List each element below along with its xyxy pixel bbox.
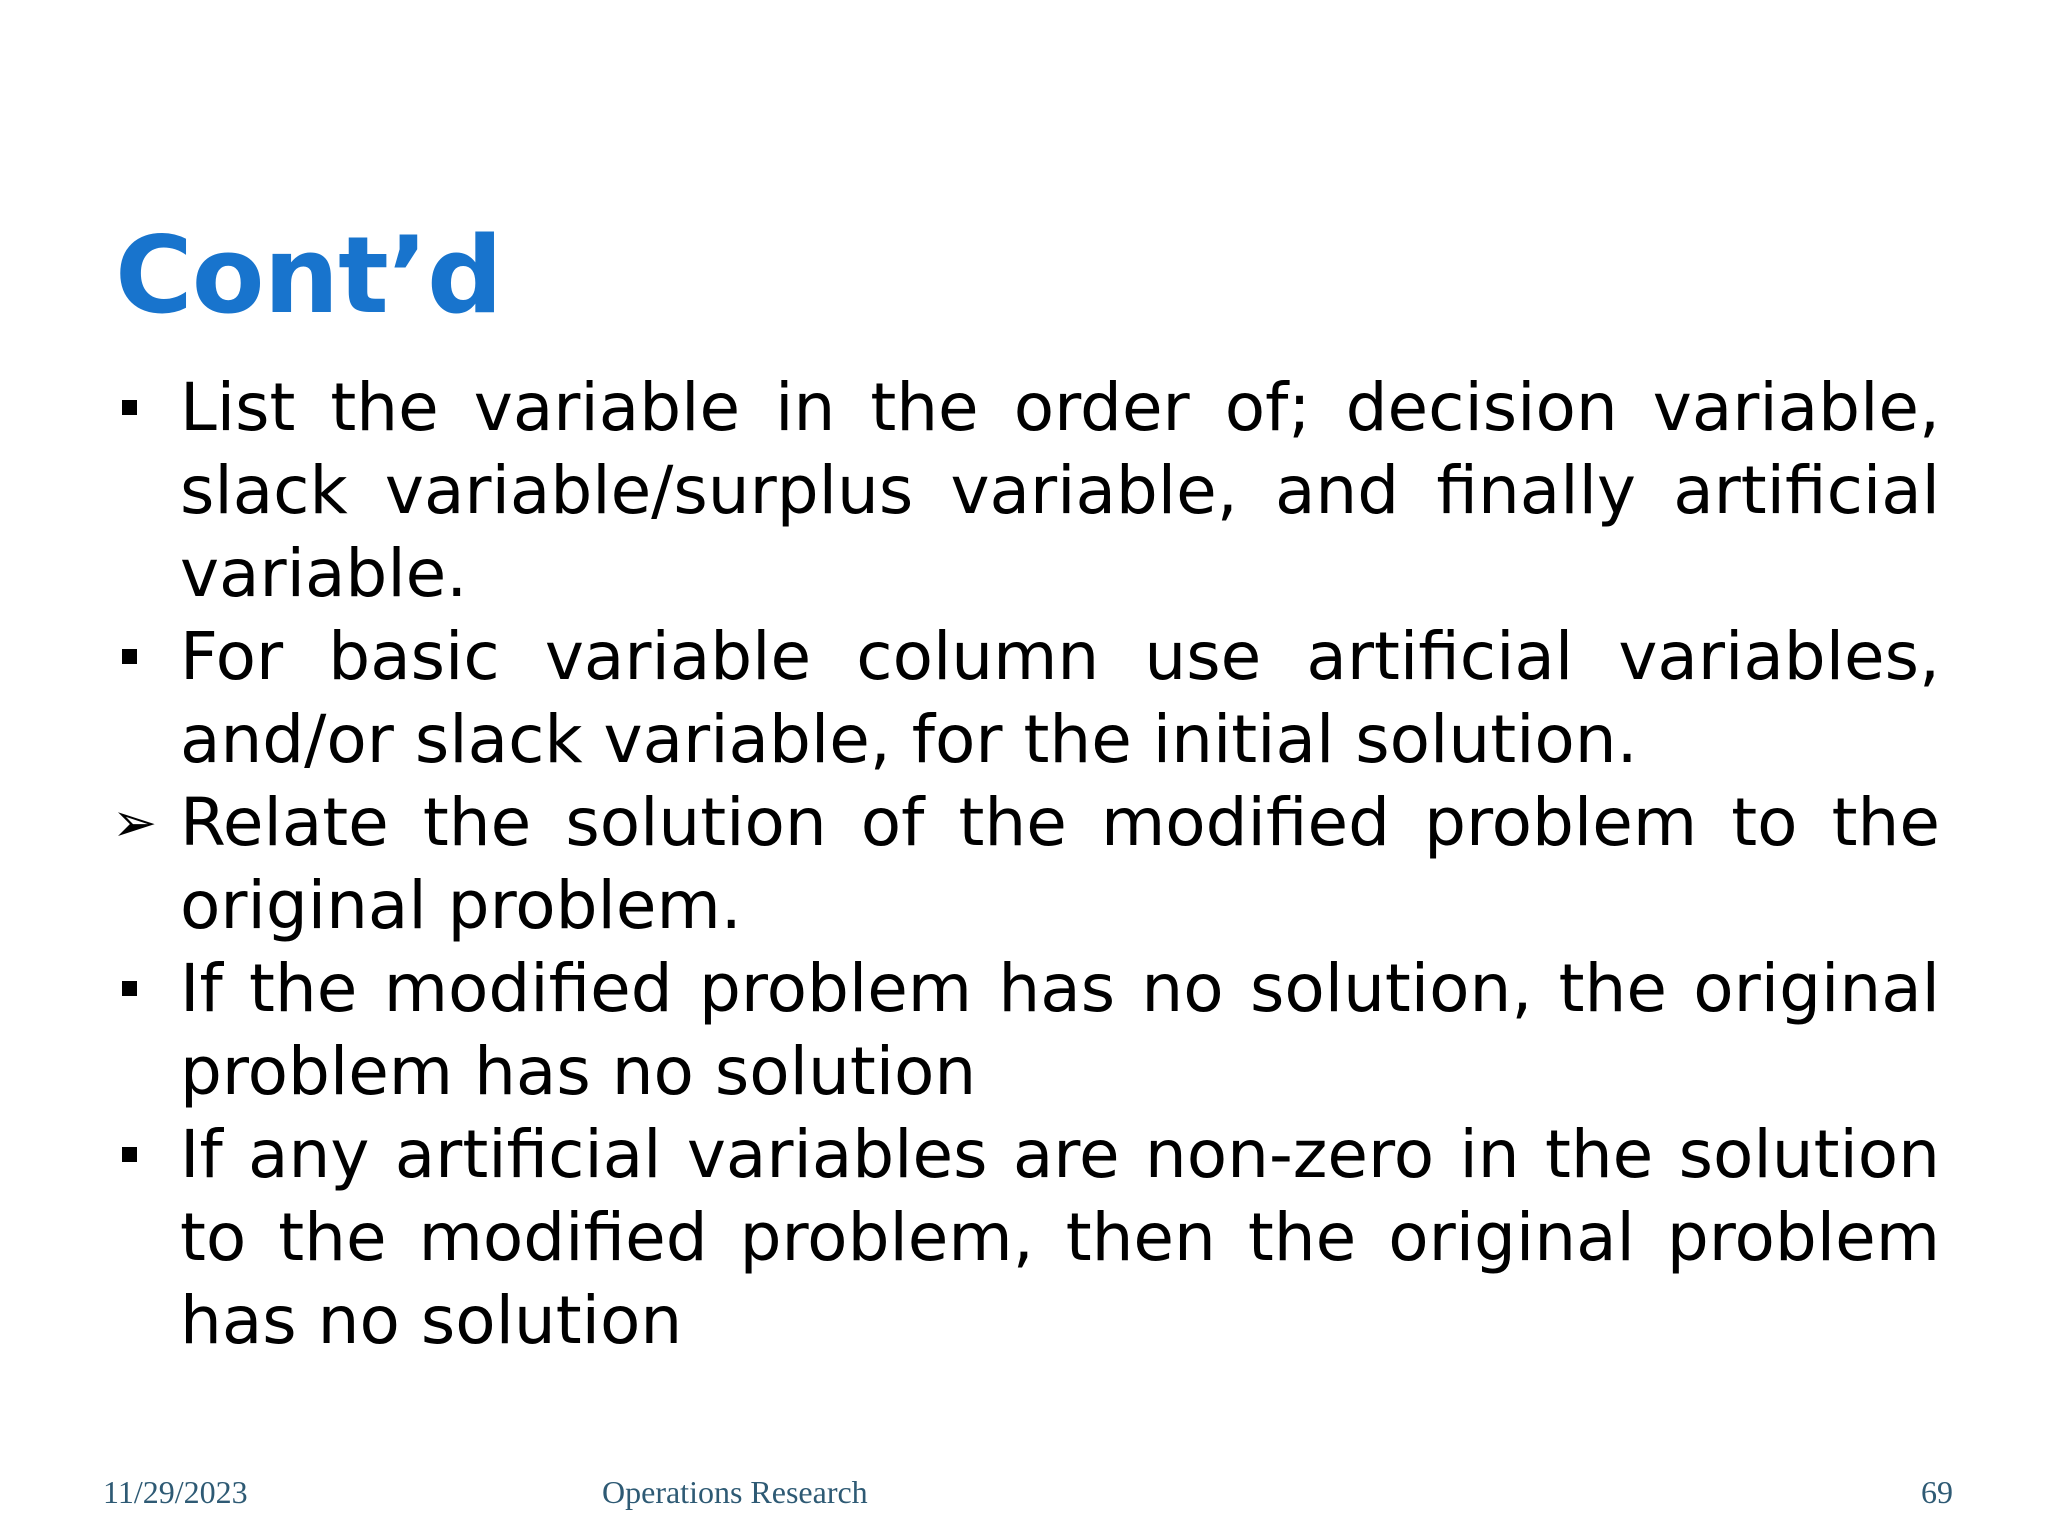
- square-bullet-icon: [110, 947, 170, 1030]
- bullet-item: [110, 947, 1940, 1113]
- slide-title: Cont’d: [115, 214, 502, 337]
- bullet-text: Relate the solution of the modified problem to the original problem.: [180, 784, 1940, 944]
- square-bullet-icon: [110, 366, 170, 449]
- bullet-item: [110, 781, 1940, 947]
- bullet-item: [110, 366, 1940, 615]
- bullet-text: List the variable in the order of; decision variable, slack variable/surplus variable, and finally artificial variable.: [180, 369, 1940, 612]
- bullet-item: [110, 1113, 1940, 1362]
- bullet-text: For basic variable column use artificial variables, and/or slack variable, for the initial solution.: [180, 618, 1940, 778]
- footer-title: Operations Research: [602, 1474, 868, 1510]
- bullet-text: If any artificial variables are non-zero in the solution to the modified problem, then the original problem has no solution: [180, 1116, 1940, 1359]
- page-number: 69: [1921, 1474, 1953, 1510]
- square-bullet-icon: [110, 615, 170, 698]
- arrow-bullet-icon: ➢: [112, 790, 158, 854]
- bullet-item: [110, 615, 1940, 781]
- bullet-list: [110, 366, 1940, 1362]
- bullet-text: If the modified problem has no solution, the original problem has no solution: [180, 950, 1940, 1110]
- footer-date: 11/29/2023: [103, 1474, 248, 1510]
- square-bullet-icon: [110, 1113, 170, 1196]
